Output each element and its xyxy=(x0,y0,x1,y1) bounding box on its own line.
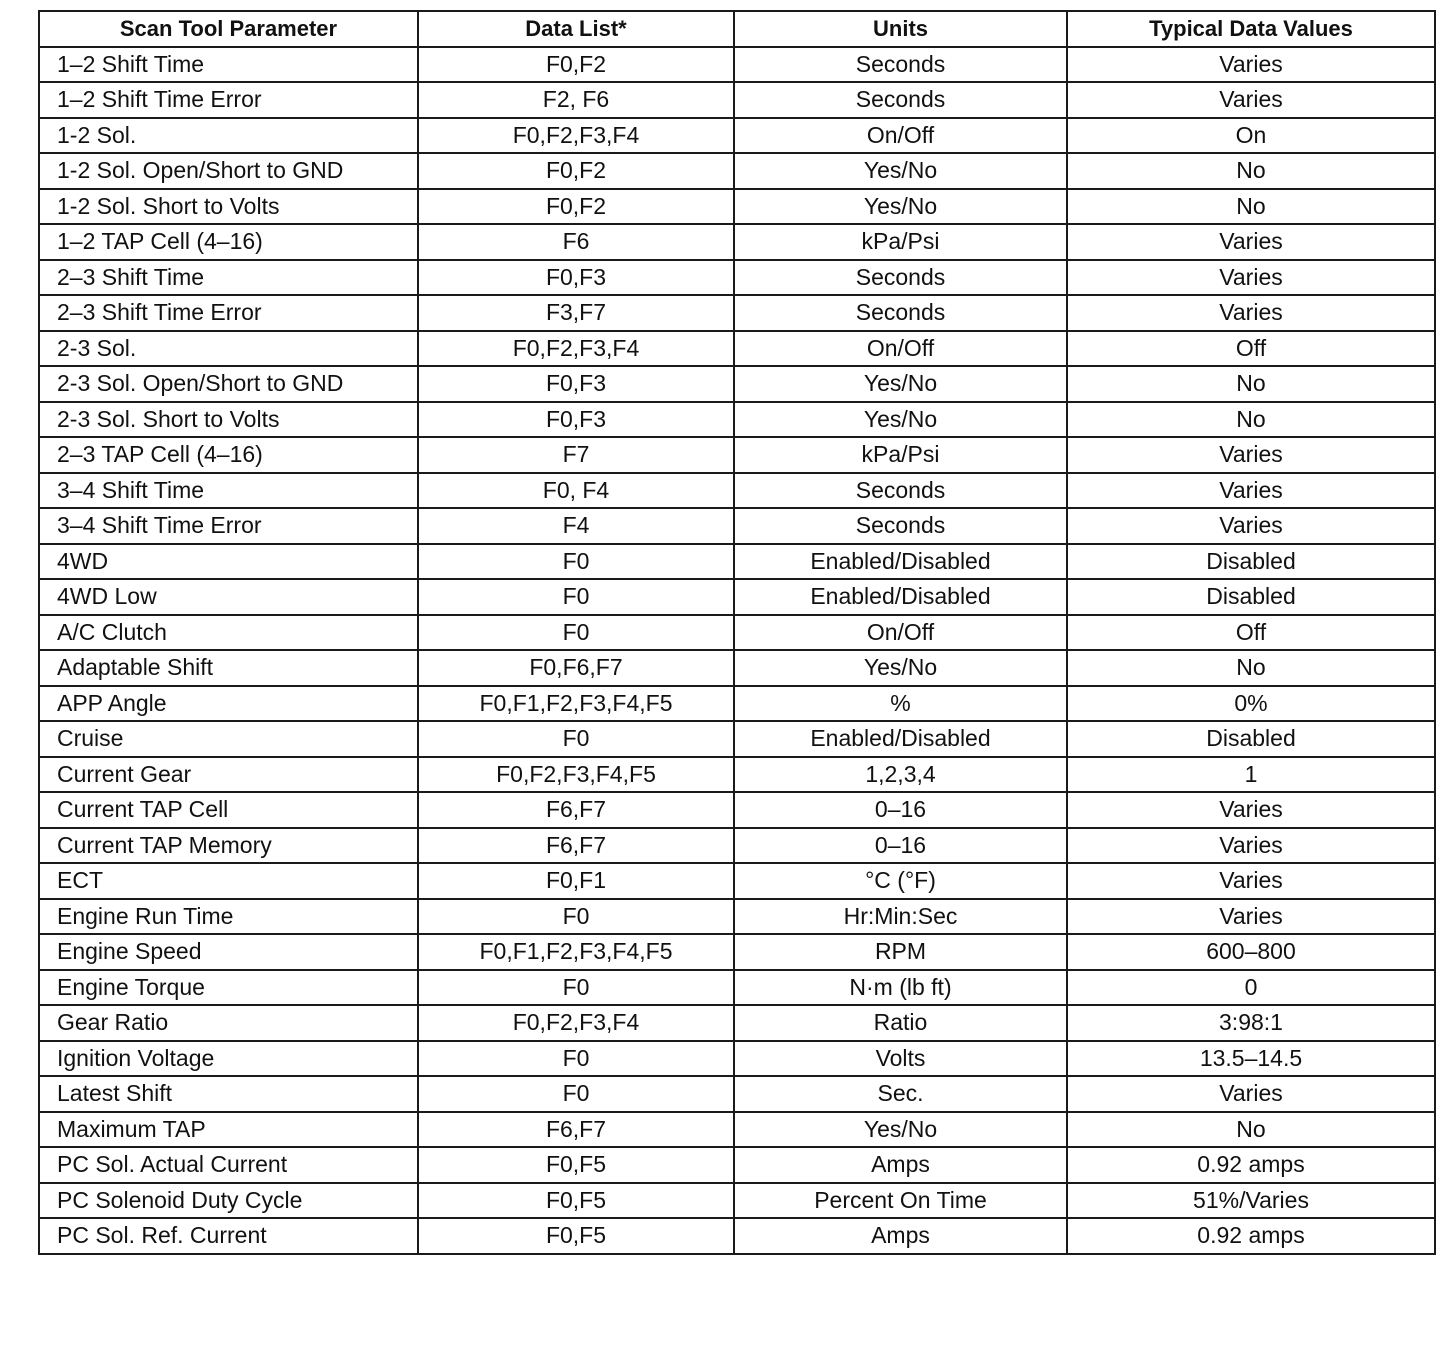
units-cell: Yes/No xyxy=(734,1112,1067,1148)
data-list-cell: F0,F6,F7 xyxy=(418,650,734,686)
data-list-cell: F4 xyxy=(418,508,734,544)
parameter-cell: 2-3 Sol. Short to Volts xyxy=(39,402,418,438)
units-cell: Seconds xyxy=(734,47,1067,83)
table-row xyxy=(39,47,1435,83)
data-list-cell: F0,F1,F2,F3,F4,F5 xyxy=(418,934,734,970)
header-row xyxy=(39,11,1435,47)
units-cell: 1,2,3,4 xyxy=(734,757,1067,793)
data-list-cell: F7 xyxy=(418,437,734,473)
typical-value-cell: 0 xyxy=(1067,970,1435,1006)
units-cell: kPa/Psi xyxy=(734,437,1067,473)
data-list-cell: F0, F4 xyxy=(418,473,734,509)
table-row xyxy=(39,1076,1435,1112)
parameter-cell: Engine Torque xyxy=(39,970,418,1006)
typical-value-cell: 0% xyxy=(1067,686,1435,722)
parameter-cell: Engine Run Time xyxy=(39,899,418,935)
units-cell: RPM xyxy=(734,934,1067,970)
parameter-cell: 1-2 Sol. Short to Volts xyxy=(39,189,418,225)
parameter-cell: 3–4 Shift Time xyxy=(39,473,418,509)
units-cell: kPa/Psi xyxy=(734,224,1067,260)
table-row xyxy=(39,366,1435,402)
units-cell: % xyxy=(734,686,1067,722)
units-cell: Volts xyxy=(734,1041,1067,1077)
typical-value-cell: Varies xyxy=(1067,437,1435,473)
table-row xyxy=(39,1112,1435,1148)
data-list-cell: F0,F5 xyxy=(418,1147,734,1183)
units-cell: Yes/No xyxy=(734,189,1067,225)
units-cell: Hr:Min:Sec xyxy=(734,899,1067,935)
table-body xyxy=(39,47,1435,1254)
table-row xyxy=(39,544,1435,580)
parameter-cell: 2-3 Sol. xyxy=(39,331,418,367)
data-list-cell: F0 xyxy=(418,1076,734,1112)
typical-value-cell: 51%/Varies xyxy=(1067,1183,1435,1219)
data-list-cell: F0 xyxy=(418,544,734,580)
parameter-cell: APP Angle xyxy=(39,686,418,722)
table-row xyxy=(39,1041,1435,1077)
typical-value-cell: 3:98:1 xyxy=(1067,1005,1435,1041)
units-cell: Seconds xyxy=(734,473,1067,509)
parameter-cell: 3–4 Shift Time Error xyxy=(39,508,418,544)
typical-value-cell: Off xyxy=(1067,615,1435,651)
header-data-list: Data List* xyxy=(418,11,734,47)
data-list-cell: F0 xyxy=(418,1041,734,1077)
units-cell: Seconds xyxy=(734,295,1067,331)
typical-value-cell: Varies xyxy=(1067,1076,1435,1112)
data-list-cell: F0,F3 xyxy=(418,366,734,402)
data-list-cell: F0,F5 xyxy=(418,1218,734,1254)
parameter-cell: Current TAP Memory xyxy=(39,828,418,864)
parameter-cell: 4WD Low xyxy=(39,579,418,615)
data-list-cell: F0,F2,F3,F4 xyxy=(418,1005,734,1041)
data-list-cell: F0,F2 xyxy=(418,47,734,83)
table-row xyxy=(39,650,1435,686)
parameter-cell: Latest Shift xyxy=(39,1076,418,1112)
header-units: Units xyxy=(734,11,1067,47)
data-list-cell: F6,F7 xyxy=(418,792,734,828)
typical-value-cell: Varies xyxy=(1067,828,1435,864)
data-list-cell: F6,F7 xyxy=(418,1112,734,1148)
table-row xyxy=(39,224,1435,260)
table-row xyxy=(39,437,1435,473)
typical-value-cell: Disabled xyxy=(1067,721,1435,757)
table-row xyxy=(39,508,1435,544)
table-row xyxy=(39,970,1435,1006)
typical-value-cell: No xyxy=(1067,1112,1435,1148)
data-list-cell: F0,F1,F2,F3,F4,F5 xyxy=(418,686,734,722)
data-list-cell: F0,F2 xyxy=(418,189,734,225)
typical-value-cell: Varies xyxy=(1067,47,1435,83)
units-cell: Yes/No xyxy=(734,650,1067,686)
parameter-cell: Current TAP Cell xyxy=(39,792,418,828)
typical-value-cell: No xyxy=(1067,402,1435,438)
table-row xyxy=(39,615,1435,651)
data-list-cell: F0 xyxy=(418,615,734,651)
typical-value-cell: 600–800 xyxy=(1067,934,1435,970)
typical-value-cell: Varies xyxy=(1067,224,1435,260)
parameter-cell: Current Gear xyxy=(39,757,418,793)
typical-value-cell: Varies xyxy=(1067,508,1435,544)
units-cell: Yes/No xyxy=(734,402,1067,438)
table-row xyxy=(39,1218,1435,1254)
typical-value-cell: Varies xyxy=(1067,82,1435,118)
units-cell: Seconds xyxy=(734,260,1067,296)
data-list-cell: F3,F7 xyxy=(418,295,734,331)
scan-tool-data-table xyxy=(38,10,1436,1255)
data-list-cell: F0 xyxy=(418,970,734,1006)
data-list-cell: F0 xyxy=(418,721,734,757)
table-row xyxy=(39,1183,1435,1219)
typical-value-cell: 1 xyxy=(1067,757,1435,793)
units-cell: Sec. xyxy=(734,1076,1067,1112)
table-row xyxy=(39,473,1435,509)
table-row xyxy=(39,899,1435,935)
parameter-cell: 2–3 TAP Cell (4–16) xyxy=(39,437,418,473)
data-list-cell: F0,F2,F3,F4 xyxy=(418,331,734,367)
parameter-cell: Gear Ratio xyxy=(39,1005,418,1041)
units-cell: N·m (lb ft) xyxy=(734,970,1067,1006)
units-cell: Yes/No xyxy=(734,153,1067,189)
data-list-cell: F6,F7 xyxy=(418,828,734,864)
parameter-cell: Maximum TAP xyxy=(39,1112,418,1148)
table-row xyxy=(39,721,1435,757)
units-cell: Seconds xyxy=(734,508,1067,544)
data-list-cell: F0,F2 xyxy=(418,153,734,189)
table-row xyxy=(39,792,1435,828)
units-cell: On/Off xyxy=(734,615,1067,651)
units-cell: Enabled/Disabled xyxy=(734,544,1067,580)
parameter-cell: 2–3 Shift Time Error xyxy=(39,295,418,331)
parameter-cell: 1-2 Sol. xyxy=(39,118,418,154)
units-cell: Percent On Time xyxy=(734,1183,1067,1219)
typical-value-cell: Off xyxy=(1067,331,1435,367)
parameter-cell: 4WD xyxy=(39,544,418,580)
parameter-cell: ECT xyxy=(39,863,418,899)
typical-value-cell: Varies xyxy=(1067,863,1435,899)
table-header xyxy=(39,11,1435,47)
data-list-cell: F0 xyxy=(418,579,734,615)
parameter-cell: A/C Clutch xyxy=(39,615,418,651)
parameter-cell: PC Solenoid Duty Cycle xyxy=(39,1183,418,1219)
typical-value-cell: Disabled xyxy=(1067,544,1435,580)
parameter-cell: 1–2 Shift Time Error xyxy=(39,82,418,118)
parameter-cell: 2–3 Shift Time xyxy=(39,260,418,296)
typical-value-cell: Varies xyxy=(1067,792,1435,828)
table-row xyxy=(39,153,1435,189)
typical-value-cell: Varies xyxy=(1067,473,1435,509)
typical-value-cell: Varies xyxy=(1067,295,1435,331)
header-scan-tool-parameter: Scan Tool Parameter xyxy=(39,11,418,47)
data-list-cell: F0 xyxy=(418,899,734,935)
typical-value-cell: Disabled xyxy=(1067,579,1435,615)
data-list-cell: F2, F6 xyxy=(418,82,734,118)
table-row xyxy=(39,1147,1435,1183)
table-row xyxy=(39,331,1435,367)
units-cell: Seconds xyxy=(734,82,1067,118)
units-cell: °C (°F) xyxy=(734,863,1067,899)
data-list-cell: F0,F1 xyxy=(418,863,734,899)
typical-value-cell: Varies xyxy=(1067,260,1435,296)
units-cell: On/Off xyxy=(734,331,1067,367)
units-cell: Amps xyxy=(734,1218,1067,1254)
data-list-cell: F6 xyxy=(418,224,734,260)
header-typical-data-values: Typical Data Values xyxy=(1067,11,1435,47)
typical-value-cell: No xyxy=(1067,189,1435,225)
parameter-cell: PC Sol. Actual Current xyxy=(39,1147,418,1183)
parameter-cell: 1–2 TAP Cell (4–16) xyxy=(39,224,418,260)
parameter-cell: 1-2 Sol. Open/Short to GND xyxy=(39,153,418,189)
data-list-cell: F0,F2,F3,F4,F5 xyxy=(418,757,734,793)
table-row xyxy=(39,934,1435,970)
typical-value-cell: No xyxy=(1067,366,1435,402)
parameter-cell: PC Sol. Ref. Current xyxy=(39,1218,418,1254)
table-row xyxy=(39,1005,1435,1041)
units-cell: Enabled/Disabled xyxy=(734,579,1067,615)
units-cell: 0–16 xyxy=(734,792,1067,828)
table-row xyxy=(39,863,1435,899)
typical-value-cell: 0.92 amps xyxy=(1067,1218,1435,1254)
parameter-cell: Engine Speed xyxy=(39,934,418,970)
units-cell: Ratio xyxy=(734,1005,1067,1041)
data-list-cell: F0,F2,F3,F4 xyxy=(418,118,734,154)
parameter-cell: Ignition Voltage xyxy=(39,1041,418,1077)
typical-value-cell: 0.92 amps xyxy=(1067,1147,1435,1183)
typical-value-cell: On xyxy=(1067,118,1435,154)
units-cell: Yes/No xyxy=(734,366,1067,402)
table-row xyxy=(39,686,1435,722)
data-list-cell: F0,F3 xyxy=(418,260,734,296)
parameter-cell: Cruise xyxy=(39,721,418,757)
table-row xyxy=(39,757,1435,793)
table-row xyxy=(39,402,1435,438)
typical-value-cell: No xyxy=(1067,153,1435,189)
table-row xyxy=(39,828,1435,864)
parameter-cell: 2-3 Sol. Open/Short to GND xyxy=(39,366,418,402)
units-cell: Enabled/Disabled xyxy=(734,721,1067,757)
typical-value-cell: 13.5–14.5 xyxy=(1067,1041,1435,1077)
data-list-cell: F0,F3 xyxy=(418,402,734,438)
data-list-cell: F0,F5 xyxy=(418,1183,734,1219)
table-row xyxy=(39,295,1435,331)
parameter-cell: 1–2 Shift Time xyxy=(39,47,418,83)
units-cell: Amps xyxy=(734,1147,1067,1183)
table-row xyxy=(39,260,1435,296)
table-row xyxy=(39,579,1435,615)
units-cell: On/Off xyxy=(734,118,1067,154)
table-row xyxy=(39,118,1435,154)
table-row xyxy=(39,82,1435,118)
parameter-cell: Adaptable Shift xyxy=(39,650,418,686)
table-row xyxy=(39,189,1435,225)
typical-value-cell: No xyxy=(1067,650,1435,686)
typical-value-cell: Varies xyxy=(1067,899,1435,935)
units-cell: 0–16 xyxy=(734,828,1067,864)
